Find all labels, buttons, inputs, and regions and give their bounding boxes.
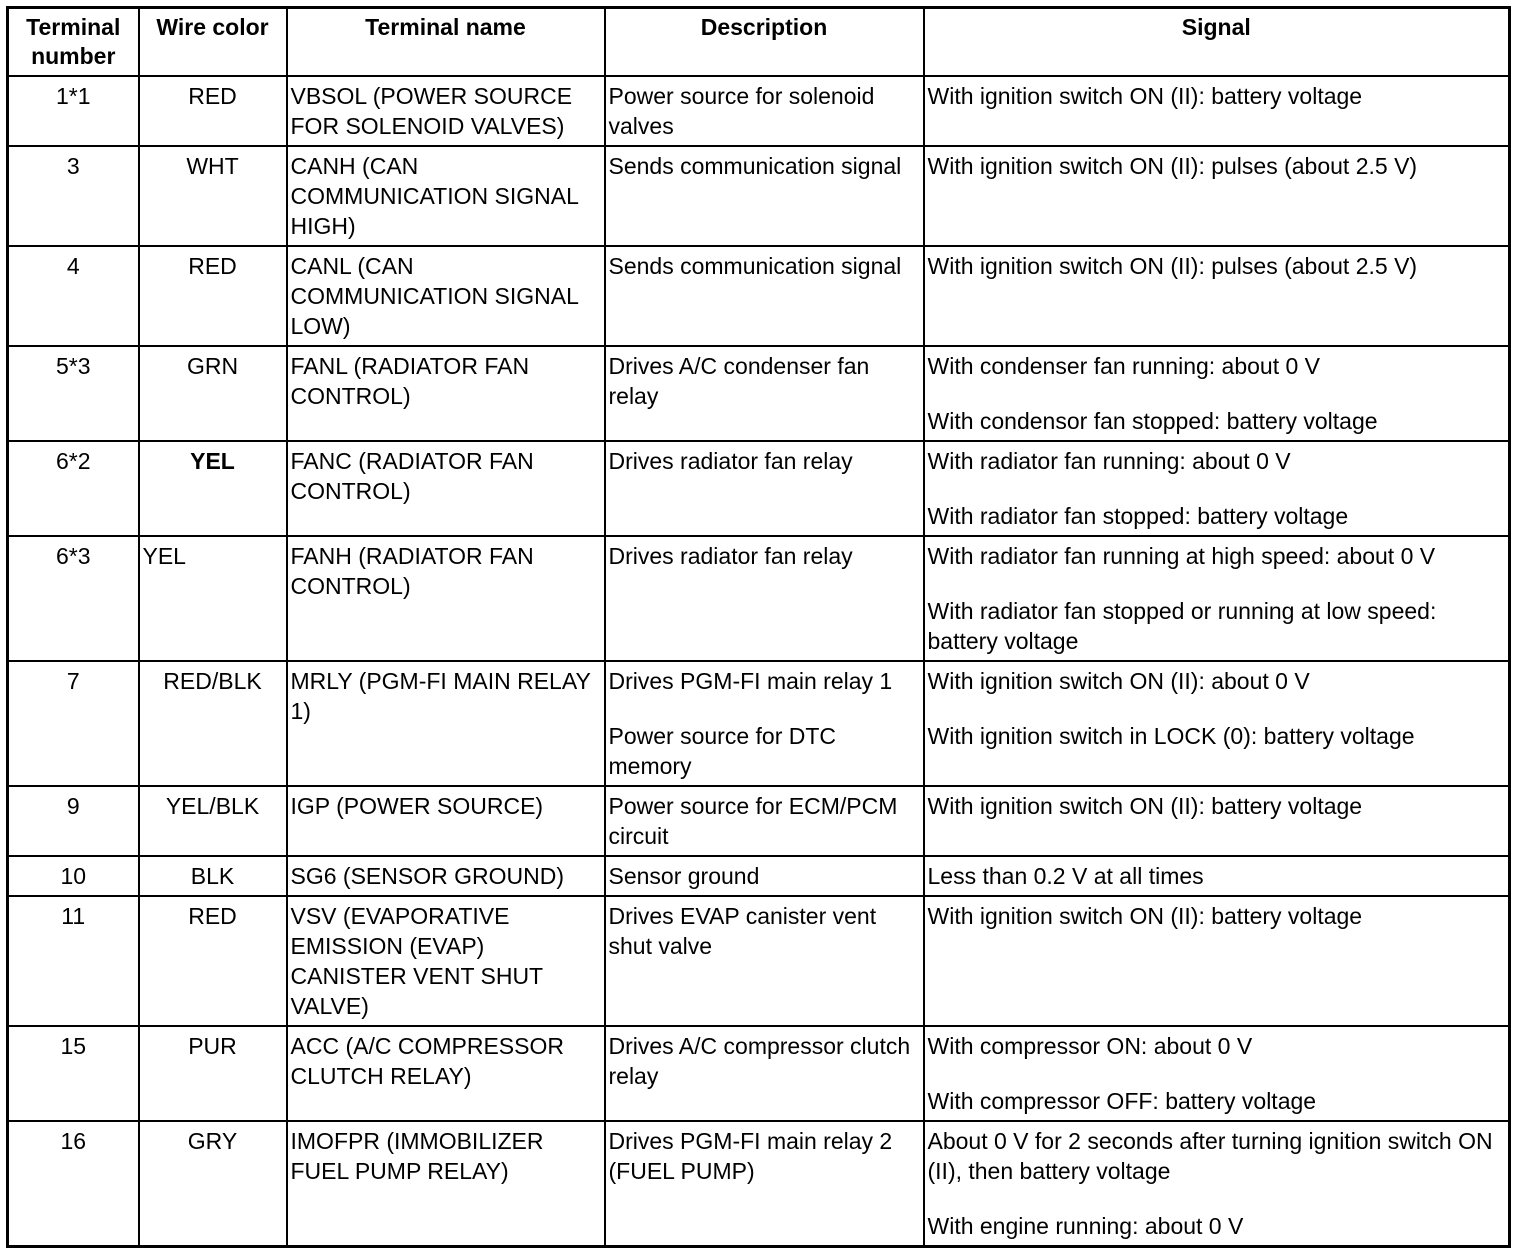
description-line: Sends communication signal (608, 153, 902, 179)
table-row (8, 896, 1510, 1026)
description-cell (605, 1026, 924, 1121)
terminal-number-cell: 3 (8, 146, 139, 246)
signal-line: With engine running: about 0 V (927, 1213, 1244, 1239)
table-row (8, 786, 1510, 856)
signal-line: With compressor ON: about 0 V (927, 1033, 1253, 1059)
description-line: Power source for solenoid valves (608, 83, 875, 139)
signal-line: With ignition switch ON (II): battery voltage (927, 793, 1363, 819)
description-line: Drives A/C compressor clutch relay (608, 1033, 911, 1089)
wire-color-cell: PUR (139, 1026, 287, 1121)
terminal-name-cell: FANL (RADIATOR FAN CONTROL) (287, 346, 605, 441)
signal-line: With ignition switch ON (II): about 0 V (927, 668, 1310, 694)
signal-cell (924, 76, 1510, 146)
signal-line: With ignition switch ON (II): battery voltage (927, 903, 1363, 929)
description-cell (605, 76, 924, 146)
description-cell (605, 346, 924, 441)
table-row (8, 246, 1510, 346)
description-line: Power source for DTC memory (608, 723, 837, 779)
header-signal: Signal (924, 8, 1510, 77)
description-cell (605, 786, 924, 856)
terminal-number-cell: 6*2 (8, 441, 139, 536)
signal-line: With radiator fan stopped or running at low speed: battery voltage (927, 598, 1437, 654)
header-terminal-name: Terminal name (287, 8, 605, 77)
wire-color-cell: RED (139, 896, 287, 1026)
terminal-table (6, 6, 1511, 1248)
signal-cell (924, 1121, 1510, 1247)
description-line: Drives radiator fan relay (608, 543, 853, 569)
signal-line: With radiator fan running at high speed: about 0 V (927, 543, 1436, 569)
signal-line: Less than 0.2 V at all times (927, 863, 1204, 889)
signal-line: With radiator fan stopped: battery voltage (927, 503, 1349, 529)
signal-line: With ignition switch in LOCK (0): battery voltage (927, 723, 1415, 749)
terminal-number-cell: 11 (8, 896, 139, 1026)
description-cell (605, 896, 924, 1026)
signal-cell (924, 146, 1510, 246)
description-line: Sends communication signal (608, 253, 902, 279)
terminal-number-cell: 10 (8, 856, 139, 896)
table-header (8, 8, 1510, 77)
wire-color-cell: YEL/BLK (139, 786, 287, 856)
table-row (8, 856, 1510, 896)
signal-cell (924, 661, 1510, 786)
terminal-name-cell: VBSOL (POWER SOURCE FOR SOLENOID VALVES) (287, 76, 605, 146)
terminal-name-cell: ACC (A/C COMPRESSOR CLUTCH RELAY) (287, 1026, 605, 1121)
header-row (8, 8, 1510, 77)
signal-cell (924, 786, 1510, 856)
signal-line: With radiator fan running: about 0 V (927, 448, 1291, 474)
wire-color-cell: WHT (139, 146, 287, 246)
description-line: Drives A/C condenser fan relay (608, 353, 870, 409)
header-terminal-number: Terminal number (8, 8, 139, 77)
terminal-name-cell: FANC (RADIATOR FAN CONTROL) (287, 441, 605, 536)
wire-color-cell: BLK (139, 856, 287, 896)
terminal-number-cell: 16 (8, 1121, 139, 1247)
wire-color-cell: YEL (139, 536, 287, 661)
wire-color-cell: RED (139, 246, 287, 346)
description-cell (605, 536, 924, 661)
table-row (8, 1121, 1510, 1247)
description-cell (605, 441, 924, 536)
table-row (8, 661, 1510, 786)
terminal-number-cell: 1*1 (8, 76, 139, 146)
description-line: Drives EVAP canister vent shut valve (608, 903, 877, 959)
description-cell (605, 246, 924, 346)
description-cell (605, 661, 924, 786)
description-line: Drives PGM-FI main relay 1 (608, 668, 893, 694)
signal-line: About 0 V for 2 seconds after turning ignition switch ON (II), then battery voltage (927, 1128, 1493, 1184)
signal-line: With condensor fan stopped: battery voltage (927, 408, 1378, 434)
signal-cell (924, 441, 1510, 536)
signal-line: With condenser fan running: about 0 V (927, 353, 1321, 379)
signal-cell (924, 856, 1510, 896)
terminal-name-cell: SG6 (SENSOR GROUND) (287, 856, 605, 896)
signal-line: With ignition switch ON (II): pulses (about 2.5 V) (927, 253, 1418, 279)
wire-color-cell: RED/BLK (139, 661, 287, 786)
terminal-number-cell: 9 (8, 786, 139, 856)
header-description: Description (605, 8, 924, 77)
description-cell (605, 856, 924, 896)
wire-color-cell: YEL (139, 441, 287, 536)
signal-line: With ignition switch ON (II): battery voltage (927, 83, 1363, 109)
terminal-name-cell: FANH (RADIATOR FAN CONTROL) (287, 536, 605, 661)
table-row (8, 536, 1510, 661)
description-line: Drives radiator fan relay (608, 448, 853, 474)
wire-color-cell: GRN (139, 346, 287, 441)
signal-cell (924, 346, 1510, 441)
description-cell (605, 146, 924, 246)
signal-line: With ignition switch ON (II): pulses (about 2.5 V) (927, 153, 1418, 179)
signal-cell (924, 246, 1510, 346)
table-body (8, 76, 1510, 1247)
table-row (8, 76, 1510, 146)
terminal-number-cell: 7 (8, 661, 139, 786)
wire-color-cell: RED (139, 76, 287, 146)
terminal-name-cell: IGP (POWER SOURCE) (287, 786, 605, 856)
terminal-name-cell: CANL (CAN COMMUNICATION SIGNAL LOW) (287, 246, 605, 346)
table-row (8, 1026, 1510, 1121)
terminal-name-cell: IMOFPR (IMMOBILIZER FUEL PUMP RELAY) (287, 1121, 605, 1247)
wire-color-cell: GRY (139, 1121, 287, 1247)
signal-line: With compressor OFF: battery voltage (927, 1088, 1317, 1114)
signal-cell (924, 536, 1510, 661)
description-cell (605, 1121, 924, 1247)
terminal-number-cell: 15 (8, 1026, 139, 1121)
terminal-name-cell: CANH (CAN COMMUNICATION SIGNAL HIGH) (287, 146, 605, 246)
signal-cell (924, 1026, 1510, 1121)
terminal-name-cell: VSV (EVAPORATIVE EMISSION (EVAP) CANISTER VENT SHUT VALVE) (287, 896, 605, 1026)
table-row (8, 146, 1510, 246)
description-line: Sensor ground (608, 863, 760, 889)
terminal-name-cell: MRLY (PGM-FI MAIN RELAY 1) (287, 661, 605, 786)
header-wire-color: Wire color (139, 8, 287, 77)
signal-cell (924, 896, 1510, 1026)
description-line: Drives PGM-FI main relay 2 (FUEL PUMP) (608, 1128, 893, 1184)
table-row (8, 346, 1510, 441)
terminal-number-cell: 4 (8, 246, 139, 346)
terminal-number-cell: 6*3 (8, 536, 139, 661)
description-line: Power source for ECM/PCM circuit (608, 793, 898, 849)
table-row (8, 441, 1510, 536)
terminal-number-cell: 5*3 (8, 346, 139, 441)
